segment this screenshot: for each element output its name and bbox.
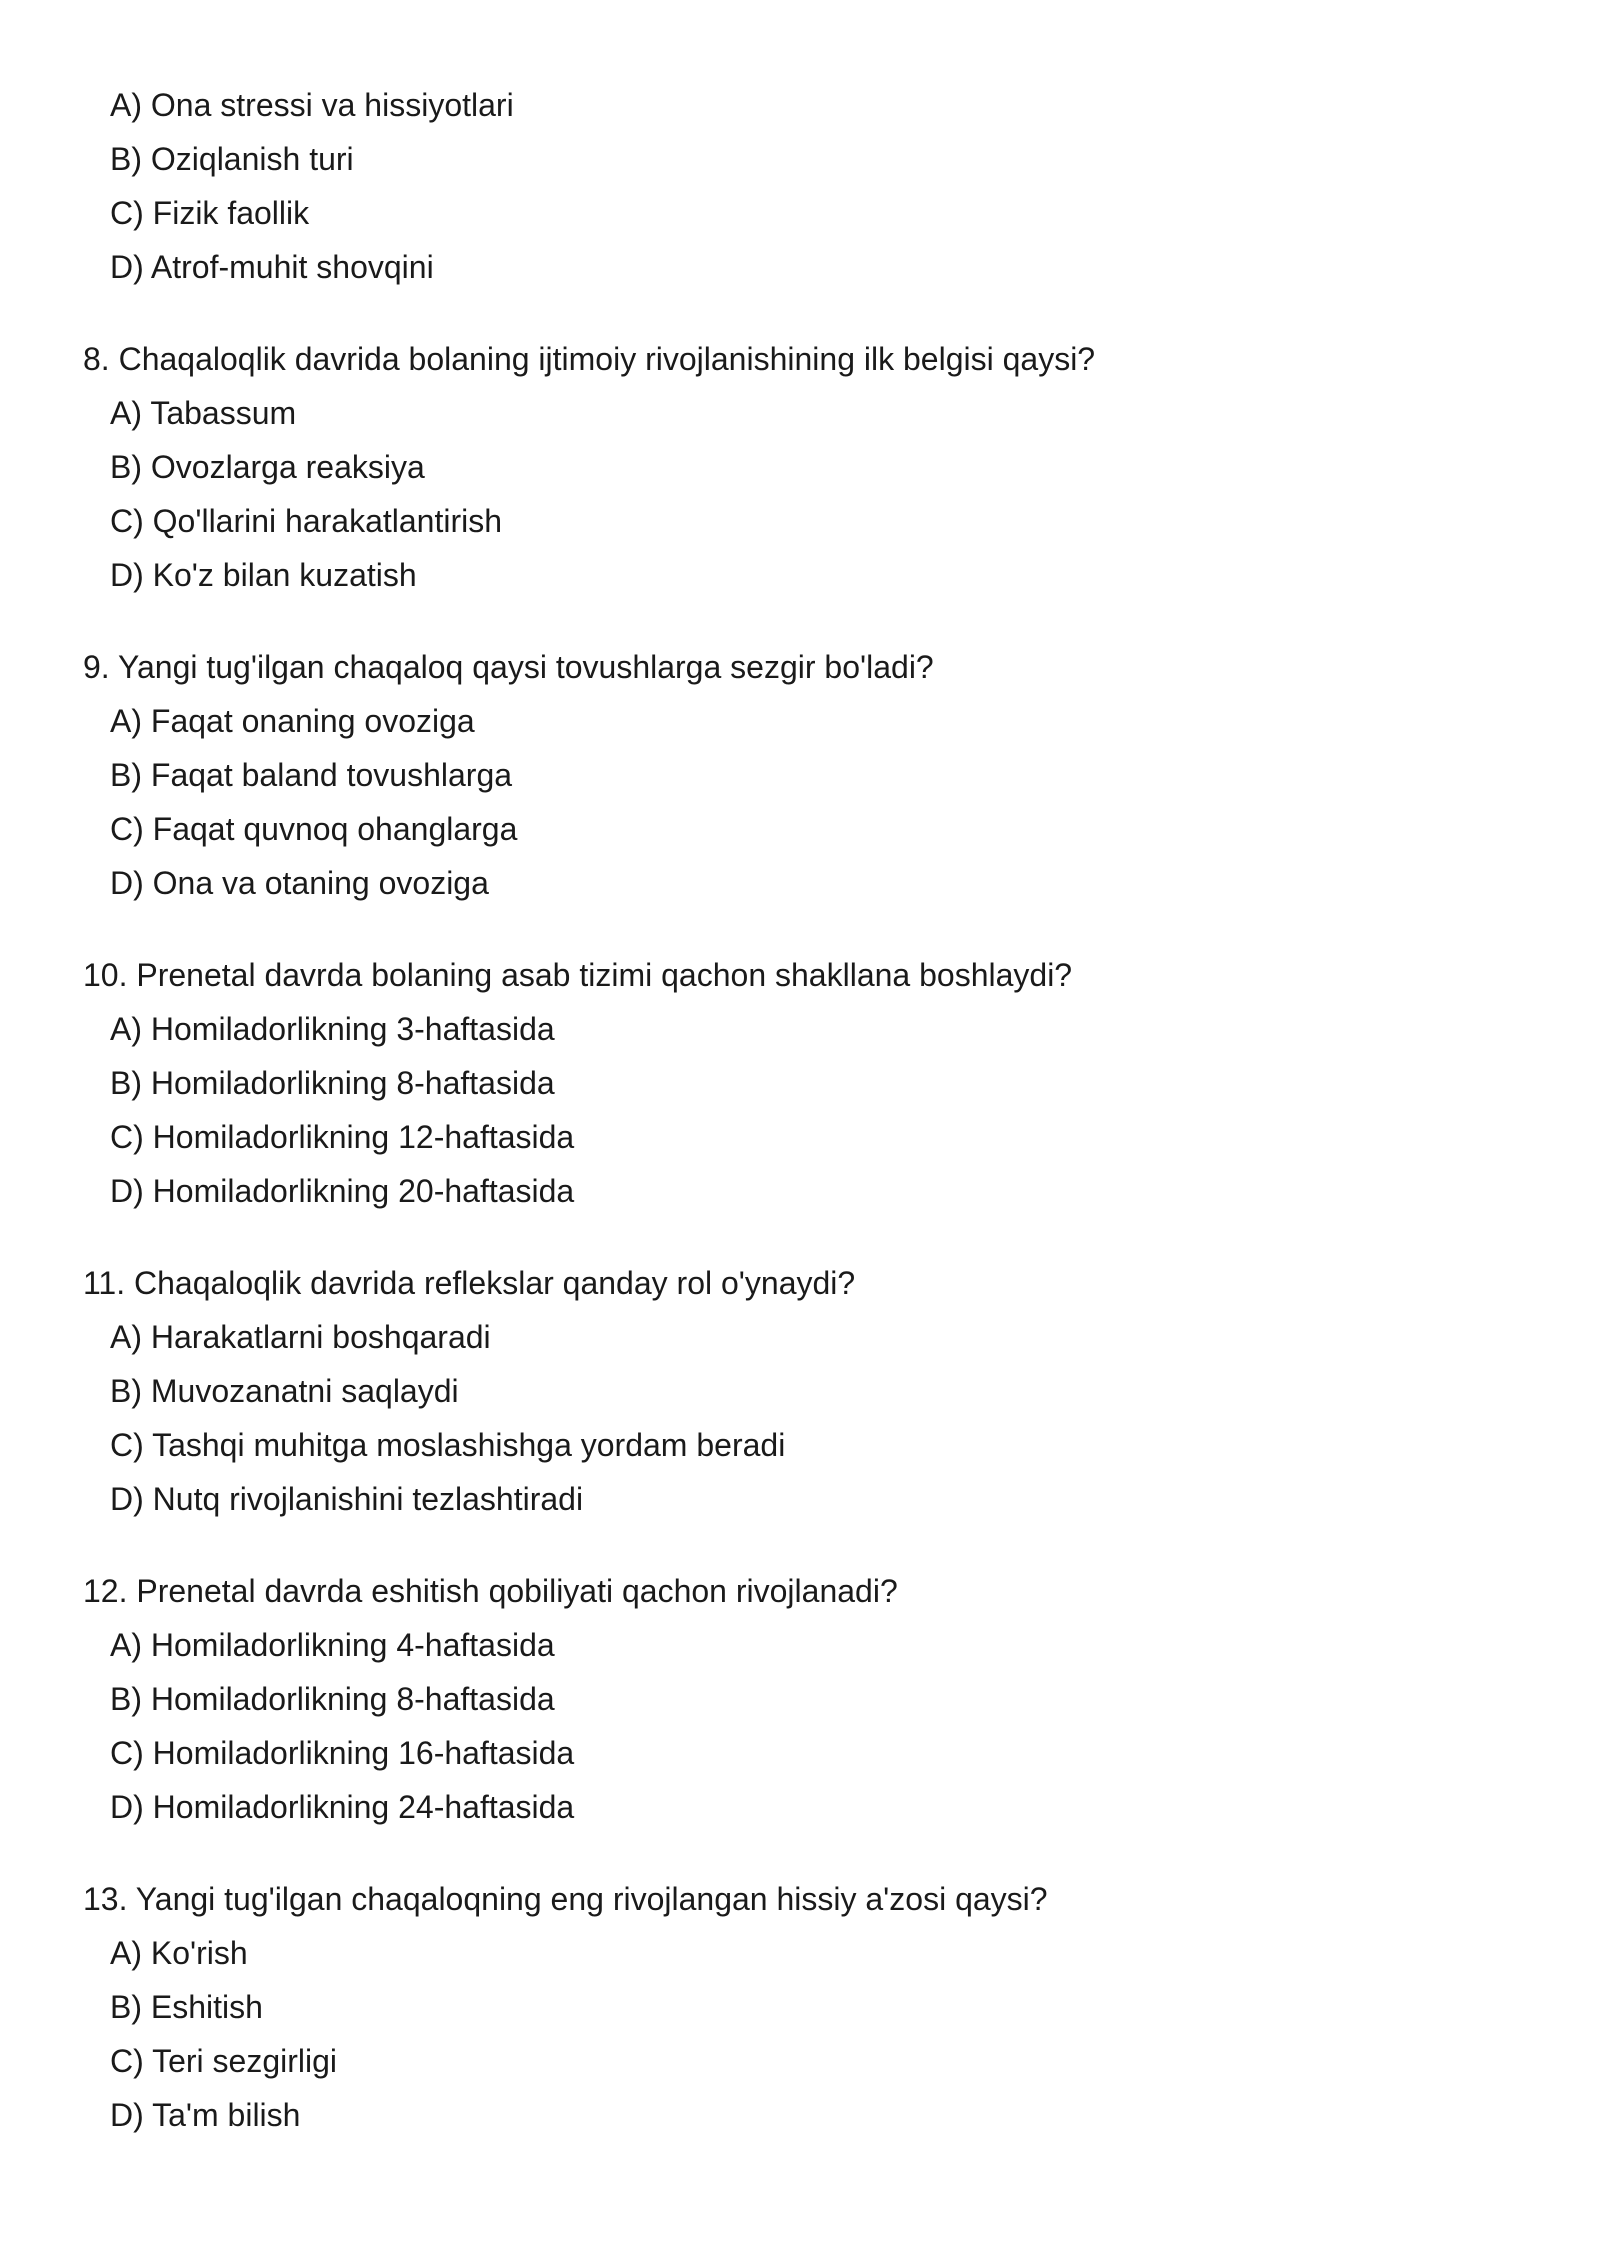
option-c: C) Fizik faollik [110,195,310,231]
question-13 [0,1872,1600,2142]
option-c: C) Homiladorlikning 12-haftasida [110,1119,575,1155]
option-a: A) Ona stressi va hissiyotlari [110,87,514,123]
option-d: D) Homiladorlikning 24-haftasida [110,1789,575,1825]
option-c: C) Homiladorlikning 16-haftasida [110,1735,575,1771]
option-c: C) Faqat quvnoq ohanglarga [110,811,518,847]
question-8 [0,332,1600,602]
option-a: A) Ko'rish [110,1935,248,1971]
option-d: D) Ta'm bilish [110,2097,301,2133]
option-d: D) Ona va otaning ovoziga [110,865,489,901]
option-a: A) Homiladorlikning 4-haftasida [110,1627,555,1663]
question-text: 10. Prenetal davrda bolaning asab tizimi qachon shakllana boshlaydi? [83,957,1073,993]
question-9 [0,640,1600,910]
option-a: A) Faqat onaning ovoziga [110,703,475,739]
option-d: D) Homiladorlikning 20-haftasida [110,1173,575,1209]
option-list [0,1618,1600,1834]
option-list [0,1310,1600,1526]
option-b: B) Ovozlarga reaksiya [110,449,425,485]
option-c: C) Qo'llarini harakatlantirish [110,503,503,539]
option-b: B) Oziqlanish turi [110,141,354,177]
option-d: D) Ko'z bilan kuzatish [110,557,417,593]
option-d: D) Nutq rivojlanishini tezlashtiradi [110,1481,584,1517]
option-list [0,386,1600,602]
continued-options [0,78,1600,294]
option-b: B) Eshitish [110,1989,263,2025]
question-text: 11. Chaqaloqlik davrida reflekslar qanday rol o'ynaydi? [83,1265,856,1301]
option-a: A) Harakatlarni boshqaradi [110,1319,491,1355]
question-10 [0,948,1600,1218]
question-text: 9. Yangi tug'ilgan chaqaloq qaysi tovushlarga sezgir bo'ladi? [83,649,934,685]
question-text: 12. Prenetal davrda eshitish qobiliyati qachon rivojlanadi? [83,1573,898,1609]
option-b: B) Homiladorlikning 8-haftasida [110,1065,555,1101]
option-list [0,1002,1600,1218]
question-11 [0,1256,1600,1526]
option-b: B) Faqat baland tovushlarga [110,757,513,793]
question-text: 13. Yangi tug'ilgan chaqaloqning eng rivojlangan hissiy a'zosi qaysi? [83,1881,1048,1917]
option-list [0,1926,1600,2142]
option-c: C) Teri sezgirligi [110,2043,338,2079]
option-c: C) Tashqi muhitga moslashishga yordam beradi [110,1427,786,1463]
option-list [0,694,1600,910]
option-a: A) Homiladorlikning 3-haftasida [110,1011,555,1047]
question-text: 8. Chaqaloqlik davrida bolaning ijtimoiy rivojlanishining ilk belgisi qaysi? [83,341,1096,377]
option-b: B) Muvozanatni saqlaydi [110,1373,459,1409]
option-d: D) Atrof-muhit shovqini [110,249,434,285]
option-b: B) Homiladorlikning 8-haftasida [110,1681,555,1717]
question-12 [0,1564,1600,1834]
option-a: A) Tabassum [110,395,297,431]
